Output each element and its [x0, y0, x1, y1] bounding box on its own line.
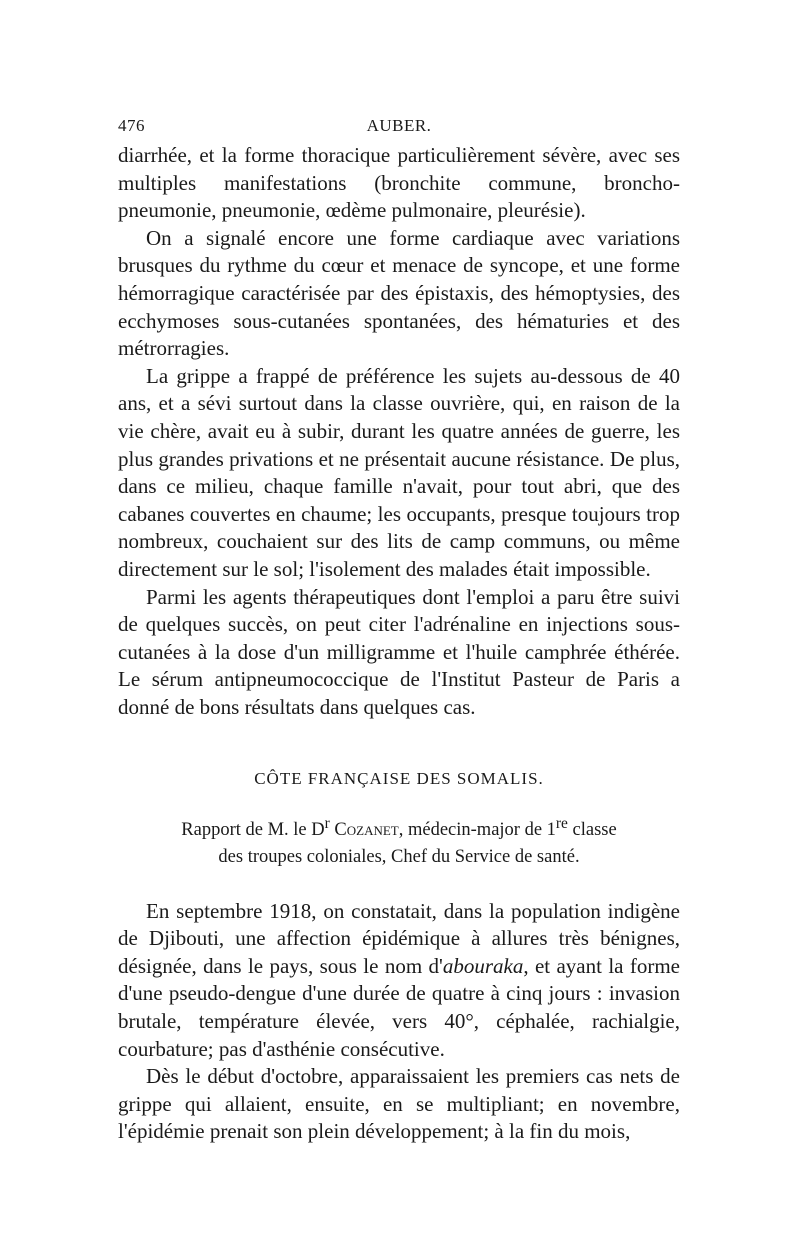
paragraph: On a signalé encore une forme cardiaque avec variations brusques du rythme du cœur et menace de syncope, et une forme hémorragique caractérisée par des épistaxis, des hémoptysies, des ecchymoses sous-cutanées spontanées, des hématuries et des métrorragies. [118, 225, 680, 361]
report-prefix: Rapport de M. le D [181, 820, 325, 841]
running-title: AUBER. [366, 116, 432, 135]
report-sup-re: re [555, 815, 568, 833]
report-sup-r: r [324, 815, 330, 833]
page-header [118, 112, 680, 142]
report-line2: des troupes coloniales, Chef du Service de santé. [218, 846, 580, 867]
paragraph [118, 898, 680, 1064]
report-author-name: Cozanet [334, 820, 399, 841]
report-line1-end: classe [567, 820, 617, 841]
paragraph: Dès le début d'octobre, apparaissaient les premiers cas nets de grippe qui allaient, ensuite, en se multipliant; en novembre, l'épidémie prenait son plein développement; à la fin du mois, [118, 1064, 680, 1144]
section-title: CÔTE FRANÇAISE DES SOMALIS. [254, 769, 544, 789]
report-middle: , médecin-major de 1 [398, 820, 556, 841]
paragraph: diarrhée, et la forme thoracique particulièrement sévère, avec ses multiples manifestations (bronchite commune, broncho-pneumonie, pneumonie, œdème pulmonaire, pleurésie). [118, 143, 680, 223]
paragraph: La grippe a frappé de préférence les sujets au-dessous de 40 ans, et a sévi surtout dans la classe ouvrière, qui, en raison de la vie chère, avait eu à subir, durant les quatre années de guerre, les plus grandes privations et ne présentait aucune résistance. De plus, dans ce milieu, chaque famille n'avait, pour tout abri, que des cabanes couvertes en chaume; les occupants, presque toujours trop nombreux, couchaient sur des lits de camp communs, ou même directement sur le sol; l'isolement des malades était impossible. [118, 363, 680, 581]
paragraph-text: En septembre 1918, on constatait, dans la population indigène de Djibouti, une affection épidémique à allures très bénignes, désignée, dans le pays, sous le nom d' [118, 898, 680, 978]
paragraph-text: , et ayant la forme d'une pseudo-dengue d'une durée de quatre à cinq jours : invasion brutale, température élevée, vers 40°, céphalée, rachialgie, courbature; pas d'asthénie consécutive. [118, 953, 680, 1061]
term-abouraka: abouraka [442, 953, 524, 978]
document-page [118, 112, 680, 1146]
report-attribution [118, 811, 680, 869]
page-number: 476 [118, 116, 145, 135]
paragraph: Parmi les agents thérapeutiques dont l'emploi a paru être suivi de quelques succès, on peut citer l'adrénaline en injections sous-cutanées à la dose d'un milligramme et l'huile camphrée éthérée. Le sérum antipneumococcique de l'Institut Pasteur de Paris a donné de bons résultats dans quelques cas. [118, 584, 680, 719]
